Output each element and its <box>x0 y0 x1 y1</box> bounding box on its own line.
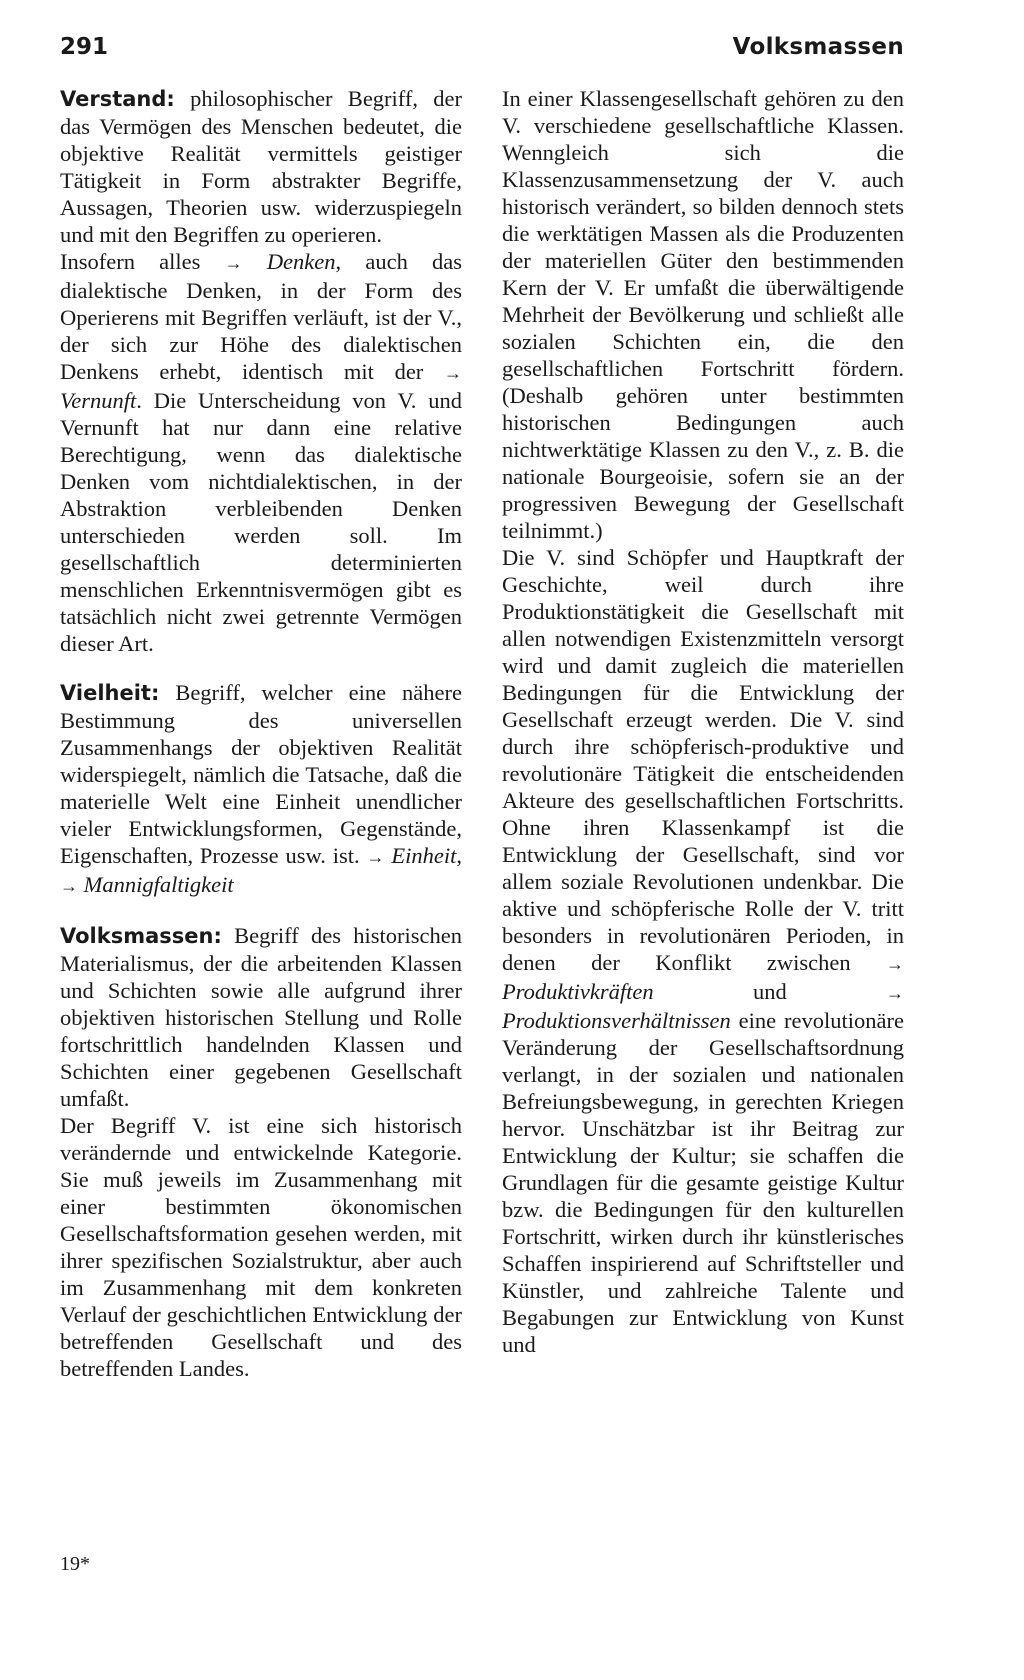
left-column <box>60 85 462 1382</box>
right-column <box>502 85 904 1358</box>
entry-text: Der Begriff V. ist eine sich historisch verändernde und entwickelnde Kategorie. Sie muß jeweils im Zusammenhang mit einer bestimmten ökonomischen Gesellschaftsformation gesehen werden, mit ihrer spezifischen Sozialstruktur, aber auch im Zusammenhang mit dem konkreten Verlauf der geschichtlichen Entwicklung der betreffenden Gesellschaft und des betreffenden Landes. <box>60 1113 462 1381</box>
entry-text: und <box>653 979 886 1004</box>
cross-reference-produktionsverhaeltnisse[interactable]: Produktionsverhältnissen <box>502 1008 731 1033</box>
entry-verstand <box>60 85 462 657</box>
entry-text: philosophischer Begriff, der das Vermögen des Menschen bedeutet, die objektive Realität vermittels geistiger Tätigkeit in Form abstrakter Begriffe, Aussagen, Theorien usw. widerzuspiegeln und mit den Begriffen zu operieren. <box>60 86 462 247</box>
page-number: 291 <box>60 34 109 60</box>
cross-reference-arrow-icon: → <box>886 983 904 1003</box>
cross-reference-mannigfaltigkeit[interactable]: Mannigfaltigkeit <box>83 872 234 897</box>
headword-vielheit: Vielheit: <box>60 681 160 705</box>
paragraph <box>502 544 904 1358</box>
entry-text: , auch das dialektische Denken, in der Form des Operierens mit Begriffen verläuft, ist der V., der sich zur Höhe des dialektischen Denkens erhebt, identisch mit der <box>60 249 463 384</box>
entry-text: Insofern alles <box>60 249 225 274</box>
entry-vielheit <box>60 679 462 900</box>
signature-mark: 19* <box>60 1553 90 1575</box>
cross-reference-arrow-icon: → <box>60 876 78 896</box>
entry-text: Begriff, welcher eine nähere Bestimmung des universellen Zusammenhangs der objektiven Realität widerspiegelt, nämlich die Tatsache, daß die materielle Welt eine Einheit unendlicher vieler Entwicklungsformen, Gegenstände, Eigenschaften, Prozesse usw. ist. <box>60 680 462 868</box>
paragraph: In einer Klassengesellschaft gehören zu den V. verschiedene gesellschaftliche Klassen. Wenngleich sich die Klassenzusammensetzung der V. auch historisch verändert, so bilden dennoch stets die werktätigen Massen als die Produzenten der materiellen Güter den bestimmenden Kern der V. Er umfaßt die überwältigende Mehrheit der Bevölkerung und schließt alle sozialen Schichten ein, die den gesellschaftlichen Fortschritt fördern. (Deshalb gehören unter bestimmten historischen Bedingungen auch nichtwerktätige Klassen zu den V., z. B. die nationale Bourgeoisie, sofern sie an der progressiven Bewegung der Gesellschaft teilnimmt.) <box>502 86 904 543</box>
entry-volksmassen <box>60 922 462 1382</box>
entry-text: Begriff des historischen Materialismus, der die arbeitenden Klassen und Schichten sowie alle aufgrund ihrer objektiven historischen Stellung und Rolle fortschrittlich handelnden Klassen und Schichten einer gegebenen Gesellschaft umfaßt. <box>60 923 462 1111</box>
cross-reference-produktivkraefte[interactable]: Produktivkräften <box>502 979 654 1004</box>
cross-reference-arrow-icon: → <box>224 253 243 273</box>
headword-verstand: Verstand: <box>60 87 175 111</box>
cross-reference-arrow-icon: → <box>366 847 385 867</box>
headword-volksmassen: Volksmassen: <box>60 924 222 948</box>
cross-reference-vernunft[interactable]: Vernunft <box>60 388 137 413</box>
running-head: Volksmassen <box>732 34 904 60</box>
entry-text: Die V. sind Schöpfer und Hauptkraft der Geschichte, weil durch ihre Produktionstätigkeit die Gesellschaft mit allen notwendigen Existenzmitteln versorgt wird und damit zugleich die materiellen Bedingungen für die Entwicklung der Gesellschaft erzeugt werden. Die V. sind durch ihre schöpferisch-produktive und revolutionäre Tätigkeit die entscheidenden Akteure des gesellschaftlichen Fortschritts. Ohne ihren Klassenkampf ist die Entwicklung der Gesellschaft, sind vor allem soziale Revolutionen undenkbar. Die aktive und schöpferische Rolle der V. tritt besonders in revolutionären Perioden, in denen der Konflikt zwischen <box>502 545 904 975</box>
separator: , <box>456 843 462 868</box>
cross-reference-arrow-icon: → <box>444 363 462 383</box>
entry-text: eine revolutionäre Veränderung der Gesellschaftsordnung verlangt, in der sozialen und nationalen Befreiungsbewegung, in gerechten Kriegen hervor. Unschätzbar ist ihr Beitrag zur Entwicklung der Kultur; sie schaffen die Grundlagen für die gesamte geistige Kultur bzw. die Bedingungen für den kulturellen Fortschritt, wirken durch ihr künstlerisches Schaffen inspirierend auf Schriftsteller und Künstler, und zahlreiche Talente und Begabungen zur Entwicklung von Kunst und <box>502 1008 904 1357</box>
cross-reference-einheit[interactable]: Einheit <box>391 843 457 868</box>
entry-text: . Die Unterscheidung von V. und Vernunft hat nur dann eine relative Berechtigung, wenn das dialektische Denken vom nichtdialektischen, in der Abstraktion verbleibenden Denken unterschieden werden soll. Im gesellschaftlich determinierten menschlichen Erkenntnisvermögen gibt es tatsächlich nicht zwei getrennte Vermögen dieser Art. <box>60 388 462 656</box>
cross-reference-arrow-icon: → <box>886 954 904 974</box>
cross-reference-denken[interactable]: Denken <box>266 249 336 274</box>
